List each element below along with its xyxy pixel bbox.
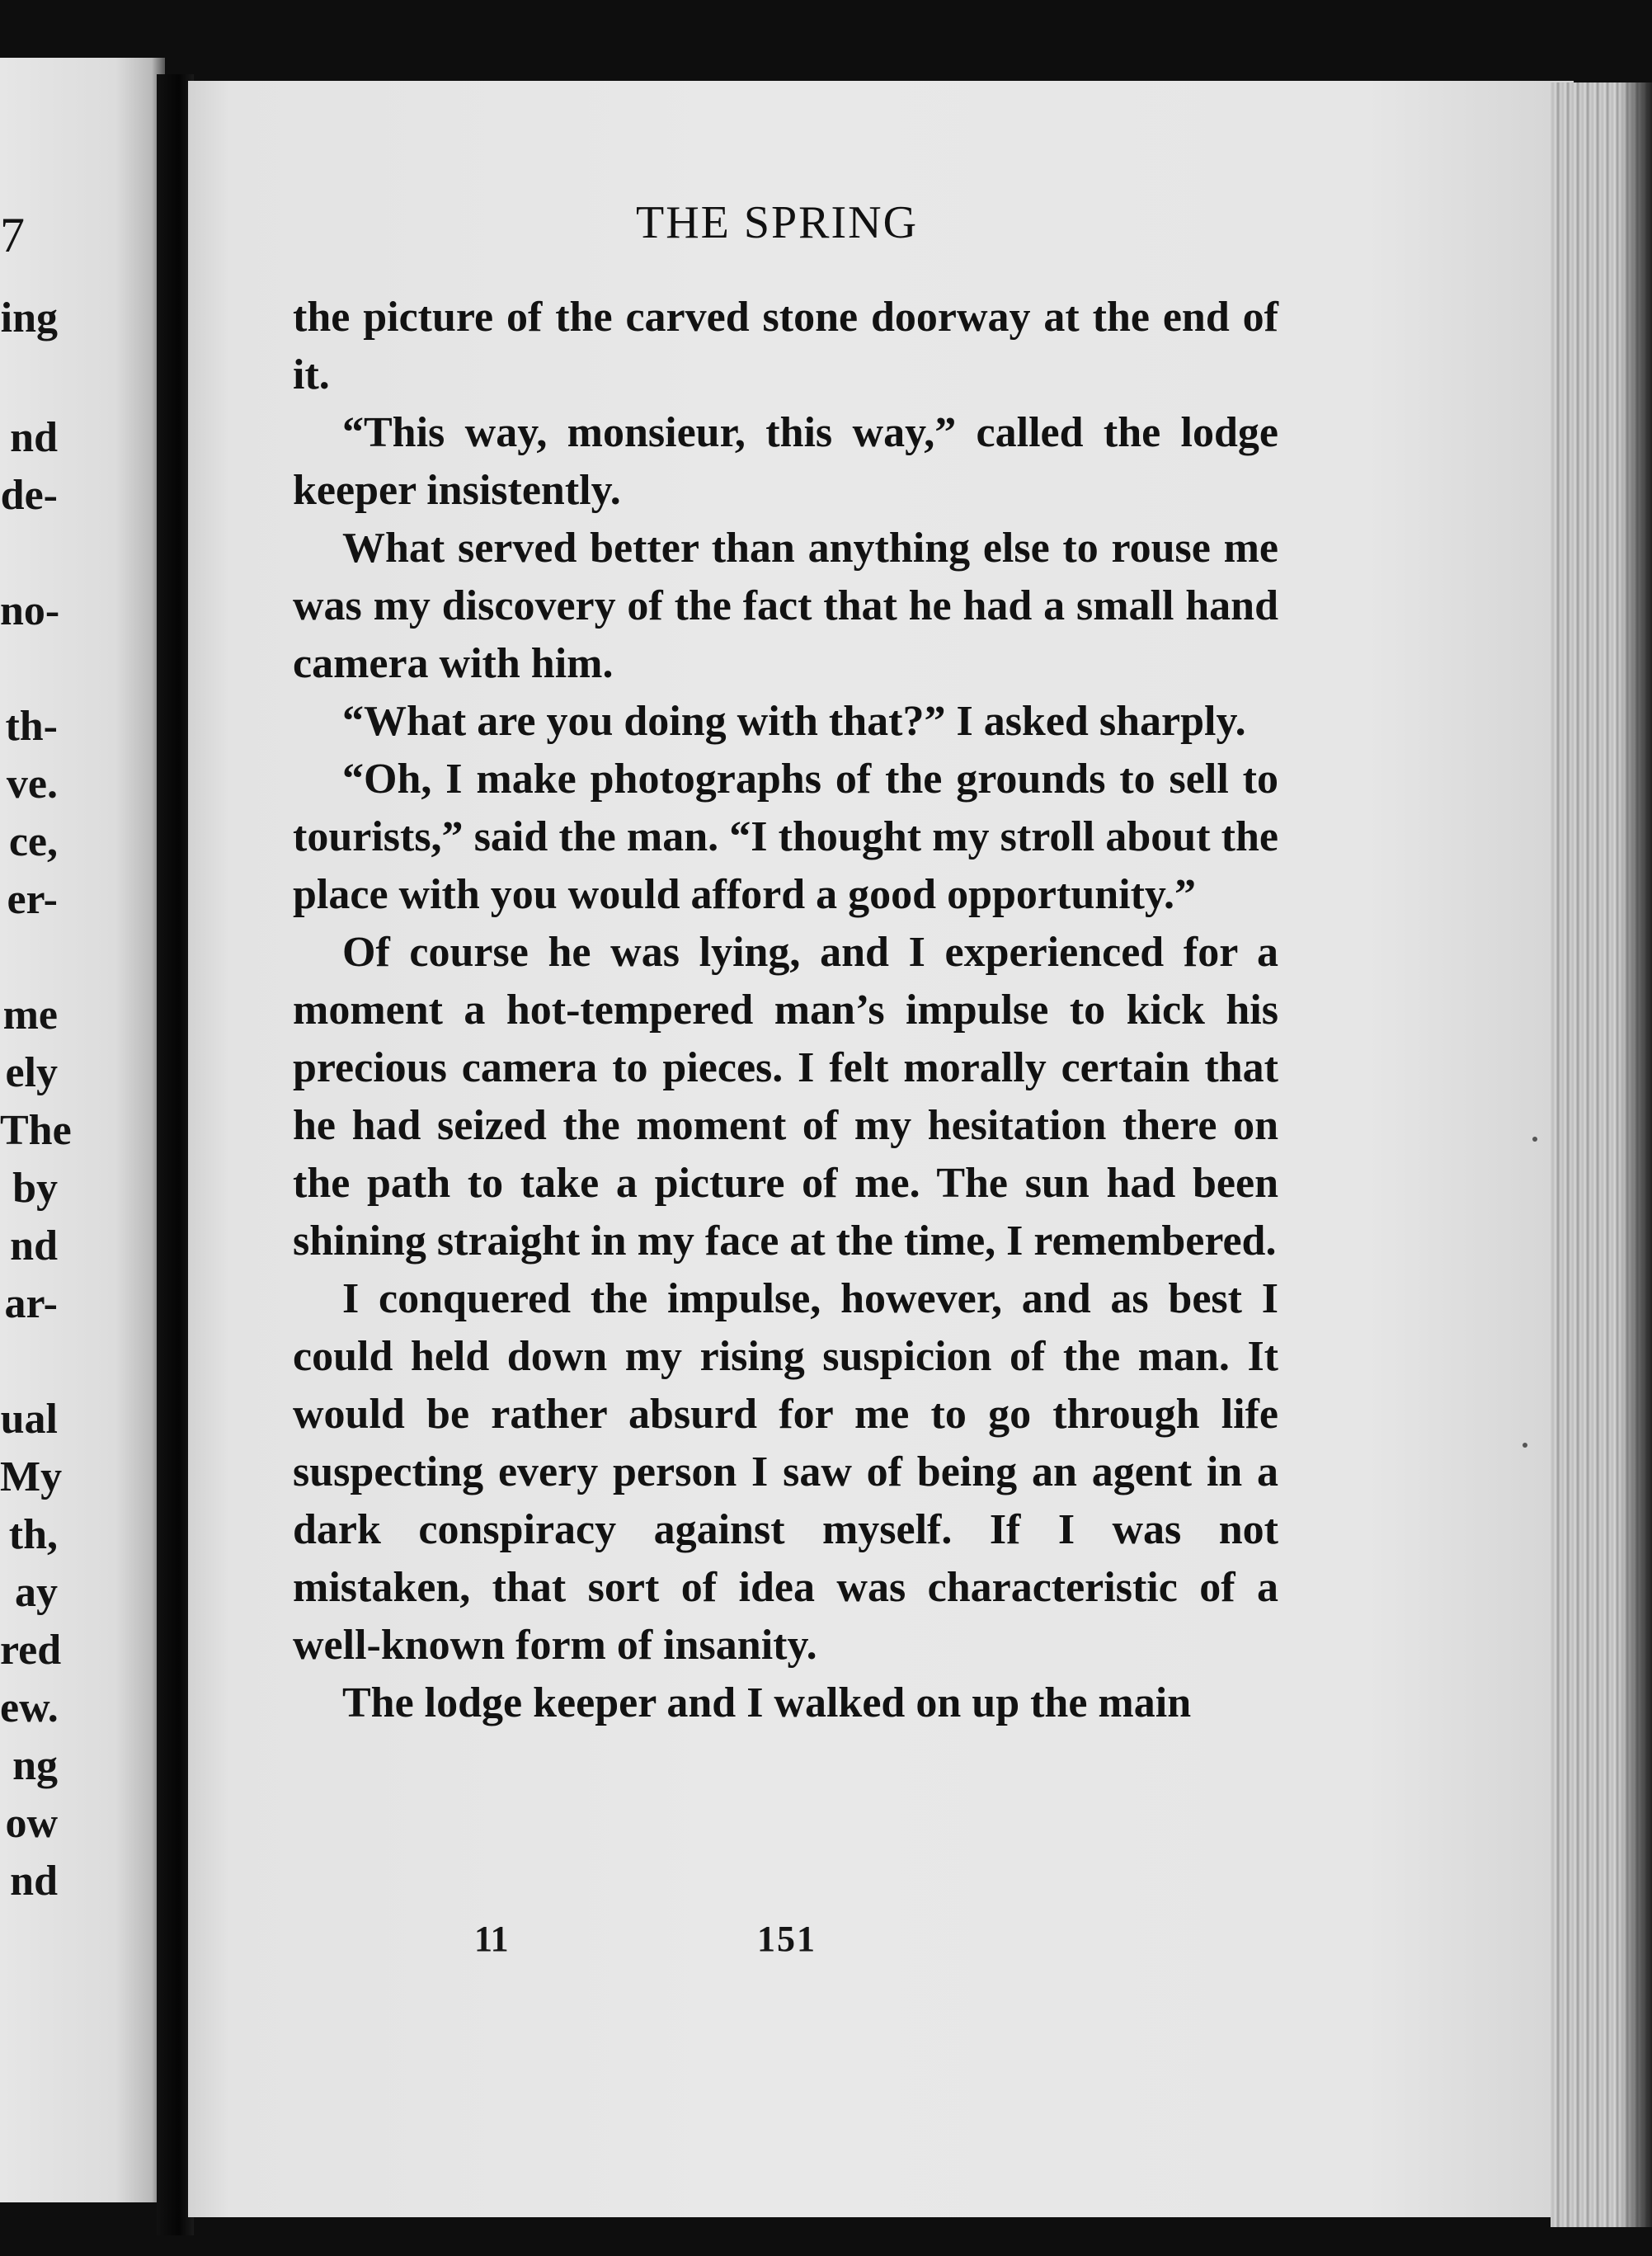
signature-mark: 11 [474, 1919, 509, 1959]
left-page-text-fragment: ar- [4, 1280, 58, 1327]
left-page-text-fragment: no- [0, 587, 60, 634]
left-page-text-fragment: red [0, 1627, 62, 1674]
left-page-text-fragment: ely [5, 1049, 58, 1096]
left-page-text-fragment: My [0, 1453, 63, 1500]
left-page-text-fragment: th, [8, 1511, 58, 1558]
page-edges [1551, 82, 1652, 2227]
left-page-text-fragment: th- [5, 703, 58, 750]
paragraph: the picture of the carved stone doorway at the end of it. [293, 294, 1278, 398]
left-page-text-fragment: me [2, 991, 58, 1039]
dust-speck [1532, 1137, 1537, 1142]
left-page-text-fragment: nd [10, 414, 58, 461]
left-page-text-fragment: by [12, 1165, 58, 1212]
paragraph: “What are you doing with that?” I asked sharply. [342, 698, 1246, 745]
left-page-text-fragment: ve. [6, 761, 58, 808]
body-text [293, 289, 1278, 1732]
paragraph: What served better than anything else to rouse me was my discovery of the fact that he had a small hand camera with him. [293, 525, 1278, 687]
left-page-text-fragment: ing [0, 294, 58, 341]
left-page-text-fragment: de- [0, 472, 58, 519]
paragraph: I conquered the impulse, however, and as best I could held down my rising suspicion of the man. It would be rather absurd for me to go through life suspecting every person I saw of being an agent in a dark conspiracy against myself. If I was not mistaken, that sort of idea was characteristic of a well-known form of insanity. [293, 1275, 1278, 1669]
left-page-text-fragment: ual [0, 1396, 58, 1443]
left-page-text-fragment: 7 [0, 208, 25, 262]
left-page-text-fragment: ce, [8, 818, 58, 865]
paragraph: “This way, monsieur, this way,” called the lodge keeper insistently. [293, 409, 1278, 514]
left-page-text-fragment: The [0, 1107, 72, 1154]
left-page-text-fragment: ew. [0, 1684, 59, 1731]
left-page-text-fragment: ow [5, 1800, 58, 1847]
left-page-text-fragment: ng [12, 1742, 58, 1789]
left-page-text-fragment: er- [7, 876, 58, 923]
paragraph: The lodge keeper and I walked on up the main [342, 1679, 1192, 1726]
dust-speck [1523, 1443, 1527, 1448]
paragraph: Of course he was lying, and I experienced for a moment a hot-tempered man’s impulse to kick his precious camera to pieces. I felt morally certain that he had seized the moment of my hesitation there on the path to take a picture of me. The sun had been shining straight in my face at the time, I remembered. [293, 929, 1278, 1265]
left-page-text-fragment: nd [10, 1858, 58, 1905]
paragraph: “Oh, I make photographs of the grounds to sell to tourists,” said the man. “I thought my stroll about the place with you would afford a good opportunity.” [293, 756, 1278, 918]
left-page-text-fragment: ay [15, 1569, 58, 1616]
page-number: 151 [757, 1919, 817, 1959]
left-page-text-fragment: nd [10, 1222, 58, 1269]
left-facing-page [0, 58, 165, 2202]
running-head: THE SPRING [635, 197, 919, 248]
